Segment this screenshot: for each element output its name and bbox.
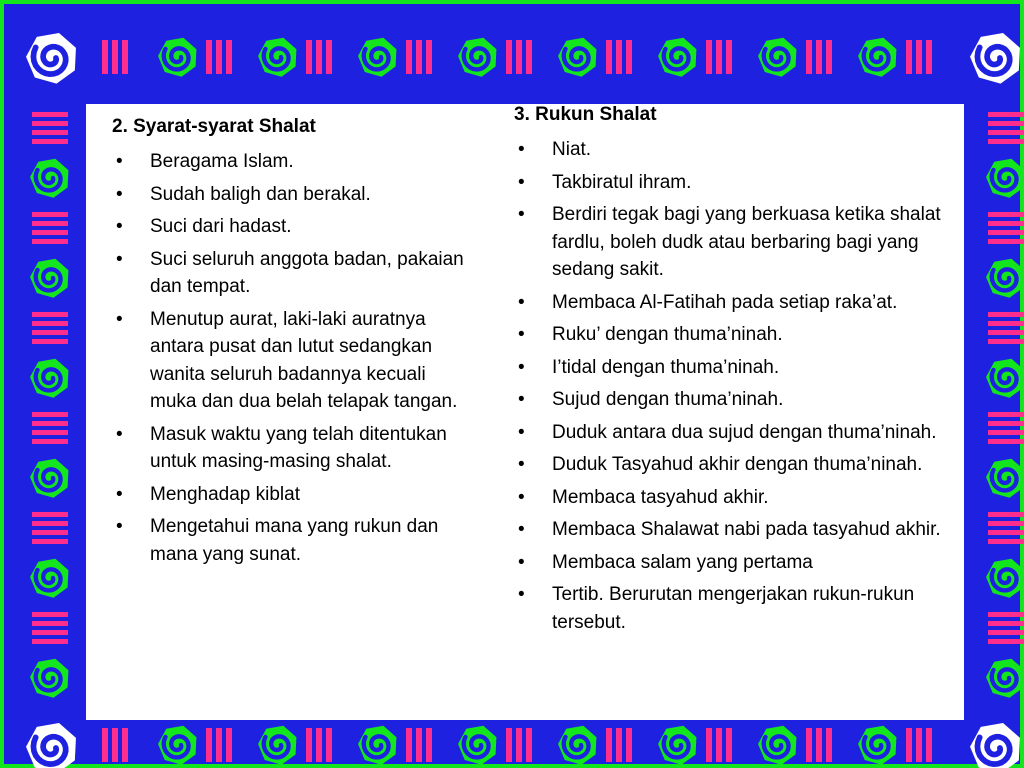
green-swirl-icon <box>986 359 1024 398</box>
list-item-text: Niat. <box>552 139 592 160</box>
list-item <box>514 321 964 349</box>
list-item-text: Beragama Islam. <box>150 151 294 172</box>
list-item <box>514 201 964 284</box>
corner-swirl-icon <box>26 723 76 768</box>
list-item-text: I’tidal dengan thuma’ninah. <box>552 356 780 378</box>
list-item <box>514 549 964 577</box>
corner-swirl-icon <box>970 33 1020 84</box>
list-item-text: Membaca tasyahud akhir. <box>552 486 769 508</box>
list-item <box>514 386 964 414</box>
green-swirl-icon <box>258 38 296 77</box>
green-swirl-icon <box>986 459 1024 498</box>
green-swirl-icon <box>986 659 1024 698</box>
stripe-bars <box>406 40 432 74</box>
stripe-bars <box>988 612 1024 644</box>
left-list <box>112 148 472 568</box>
green-swirl-icon <box>158 38 196 77</box>
list-item <box>514 354 964 382</box>
stripe-bars <box>988 212 1024 244</box>
bullet-icon: • <box>518 421 525 443</box>
bullet-icon: • <box>518 171 525 193</box>
stripe-bars <box>606 728 632 762</box>
list-item <box>112 181 472 209</box>
stripe-bars <box>906 40 932 74</box>
green-swirl-icon <box>986 559 1024 598</box>
green-swirl-icon <box>858 726 896 765</box>
list-item-text: Membaca Shalawat nabi pada tasyahud akhir. <box>552 519 941 540</box>
list-item-text: Suci seluruh anggota badan, pakaian dan tempat. <box>150 248 464 297</box>
bullet-icon: • <box>518 584 525 605</box>
list-item-text: Duduk antara dua sujud dengan thuma’ninah. <box>552 421 937 443</box>
bullet-icon: • <box>518 356 525 378</box>
bullet-icon: • <box>518 454 525 475</box>
list-item <box>112 148 472 176</box>
stripe-bars <box>306 728 332 762</box>
green-swirl-icon <box>30 259 68 298</box>
list-item <box>514 451 964 479</box>
green-swirl-icon <box>458 726 496 765</box>
list-item <box>112 421 472 476</box>
bullet-icon: • <box>518 551 525 573</box>
stripe-bars <box>32 512 68 544</box>
right-column <box>514 104 964 641</box>
bullet-icon: • <box>116 183 123 205</box>
stripe-bars <box>206 728 232 762</box>
green-swirl-icon <box>30 659 68 698</box>
green-swirl-icon <box>30 459 68 498</box>
bullet-icon: • <box>518 139 525 160</box>
list-item <box>112 246 472 301</box>
list-item <box>514 516 964 544</box>
stripe-bars <box>506 40 532 74</box>
green-swirl-icon <box>758 726 796 765</box>
list-item-text: Takbiratul ihram. <box>552 171 692 193</box>
stripe-bars <box>102 728 128 762</box>
list-item <box>112 513 472 568</box>
stripe-bars <box>206 40 232 74</box>
list-item <box>514 169 964 197</box>
green-swirl-icon <box>558 726 596 765</box>
list-item-text: Ruku’ dengan thuma’ninah. <box>552 324 783 345</box>
stripe-bars <box>806 728 832 762</box>
stripe-bars <box>506 728 532 762</box>
stripe-bars <box>988 112 1024 144</box>
bullet-icon: • <box>116 516 123 537</box>
stripe-bars <box>906 728 932 762</box>
stripe-bars <box>988 412 1024 444</box>
list-item-text: Duduk Tasyahud akhir dengan thuma’ninah. <box>552 454 923 475</box>
bullet-icon: • <box>518 324 525 345</box>
list-item <box>514 419 964 447</box>
green-swirl-icon <box>658 726 696 765</box>
right-heading: 3. Rukun Shalat <box>514 104 657 125</box>
corner-swirl-icon <box>26 33 76 84</box>
list-item-text: Mengetahui mana yang rukun dan mana yang sunat. <box>150 516 439 565</box>
green-swirl-icon <box>30 559 68 598</box>
green-swirl-icon <box>558 38 596 77</box>
green-swirl-icon <box>458 38 496 77</box>
list-item <box>112 306 472 416</box>
stripe-bars <box>102 40 128 74</box>
content-panel <box>86 104 964 720</box>
stripe-bars <box>406 728 432 762</box>
left-column <box>112 116 472 573</box>
bullet-icon: • <box>518 204 525 225</box>
green-swirl-icon <box>986 259 1024 298</box>
stripe-bars <box>988 512 1024 544</box>
stripe-bars <box>32 212 68 244</box>
list-item-text: Membaca Al-Fatihah pada setiap raka’at. <box>552 291 898 313</box>
green-swirl-icon <box>30 359 68 398</box>
green-swirl-icon <box>158 726 196 765</box>
stripe-bars <box>32 312 68 344</box>
bullet-icon: • <box>518 389 525 410</box>
stripe-bars <box>32 412 68 444</box>
green-swirl-icon <box>986 159 1024 198</box>
bullet-icon: • <box>116 248 123 270</box>
left-heading: 2. Syarat-syarat Shalat <box>112 116 316 137</box>
list-item <box>112 481 472 509</box>
stripe-bars <box>706 728 732 762</box>
list-item-text: Sujud dengan thuma’ninah. <box>552 389 784 410</box>
green-swirl-icon <box>30 159 68 198</box>
stripe-bars <box>988 312 1024 344</box>
green-swirl-icon <box>858 38 896 77</box>
bullet-icon: • <box>116 216 123 237</box>
bullet-icon: • <box>518 519 525 540</box>
stripe-bars <box>32 612 68 644</box>
stripe-bars <box>806 40 832 74</box>
list-item-text: Sudah baligh dan berakal. <box>150 183 371 205</box>
list-item-text: Suci dari hadast. <box>150 216 292 237</box>
list-item-text: Masuk waktu yang telah ditentukan untuk masing-masing shalat. <box>150 423 447 472</box>
bullet-icon: • <box>518 486 525 508</box>
stripe-bars <box>706 40 732 74</box>
list-item <box>514 581 964 636</box>
list-item <box>112 213 472 241</box>
stripe-bars <box>32 112 68 144</box>
list-item <box>514 136 964 164</box>
corner-swirl-icon <box>970 723 1020 768</box>
list-item-text: Menghadap kiblat <box>150 483 300 505</box>
list-item-text: Tertib. Berurutan mengerjakan rukun-rukun tersebut. <box>552 584 915 633</box>
green-swirl-icon <box>658 38 696 77</box>
stripe-bars <box>306 40 332 74</box>
stripe-bars <box>606 40 632 74</box>
green-swirl-icon <box>258 726 296 765</box>
bullet-icon: • <box>116 308 123 330</box>
green-swirl-icon <box>358 726 396 765</box>
bullet-icon: • <box>116 151 123 172</box>
list-item-text: Menutup aurat, laki-laki auratnya antara pusat dan lutut sedangkan wanita seluruh badannya kecuali muka dan dua belah telapak tangan. <box>150 308 458 412</box>
list-item <box>514 289 964 317</box>
list-item <box>514 484 964 512</box>
bullet-icon: • <box>116 483 123 505</box>
green-swirl-icon <box>758 38 796 77</box>
bullet-icon: • <box>116 423 123 445</box>
list-item-text: Berdiri tegak bagi yang berkuasa ketika shalat fardlu, boleh dudk atau berbaring bagi yang sedang sakit. <box>552 204 941 280</box>
green-swirl-icon <box>358 38 396 77</box>
bullet-icon: • <box>518 291 525 313</box>
right-list <box>514 136 964 636</box>
list-item-text: Membaca salam yang pertama <box>552 551 813 573</box>
